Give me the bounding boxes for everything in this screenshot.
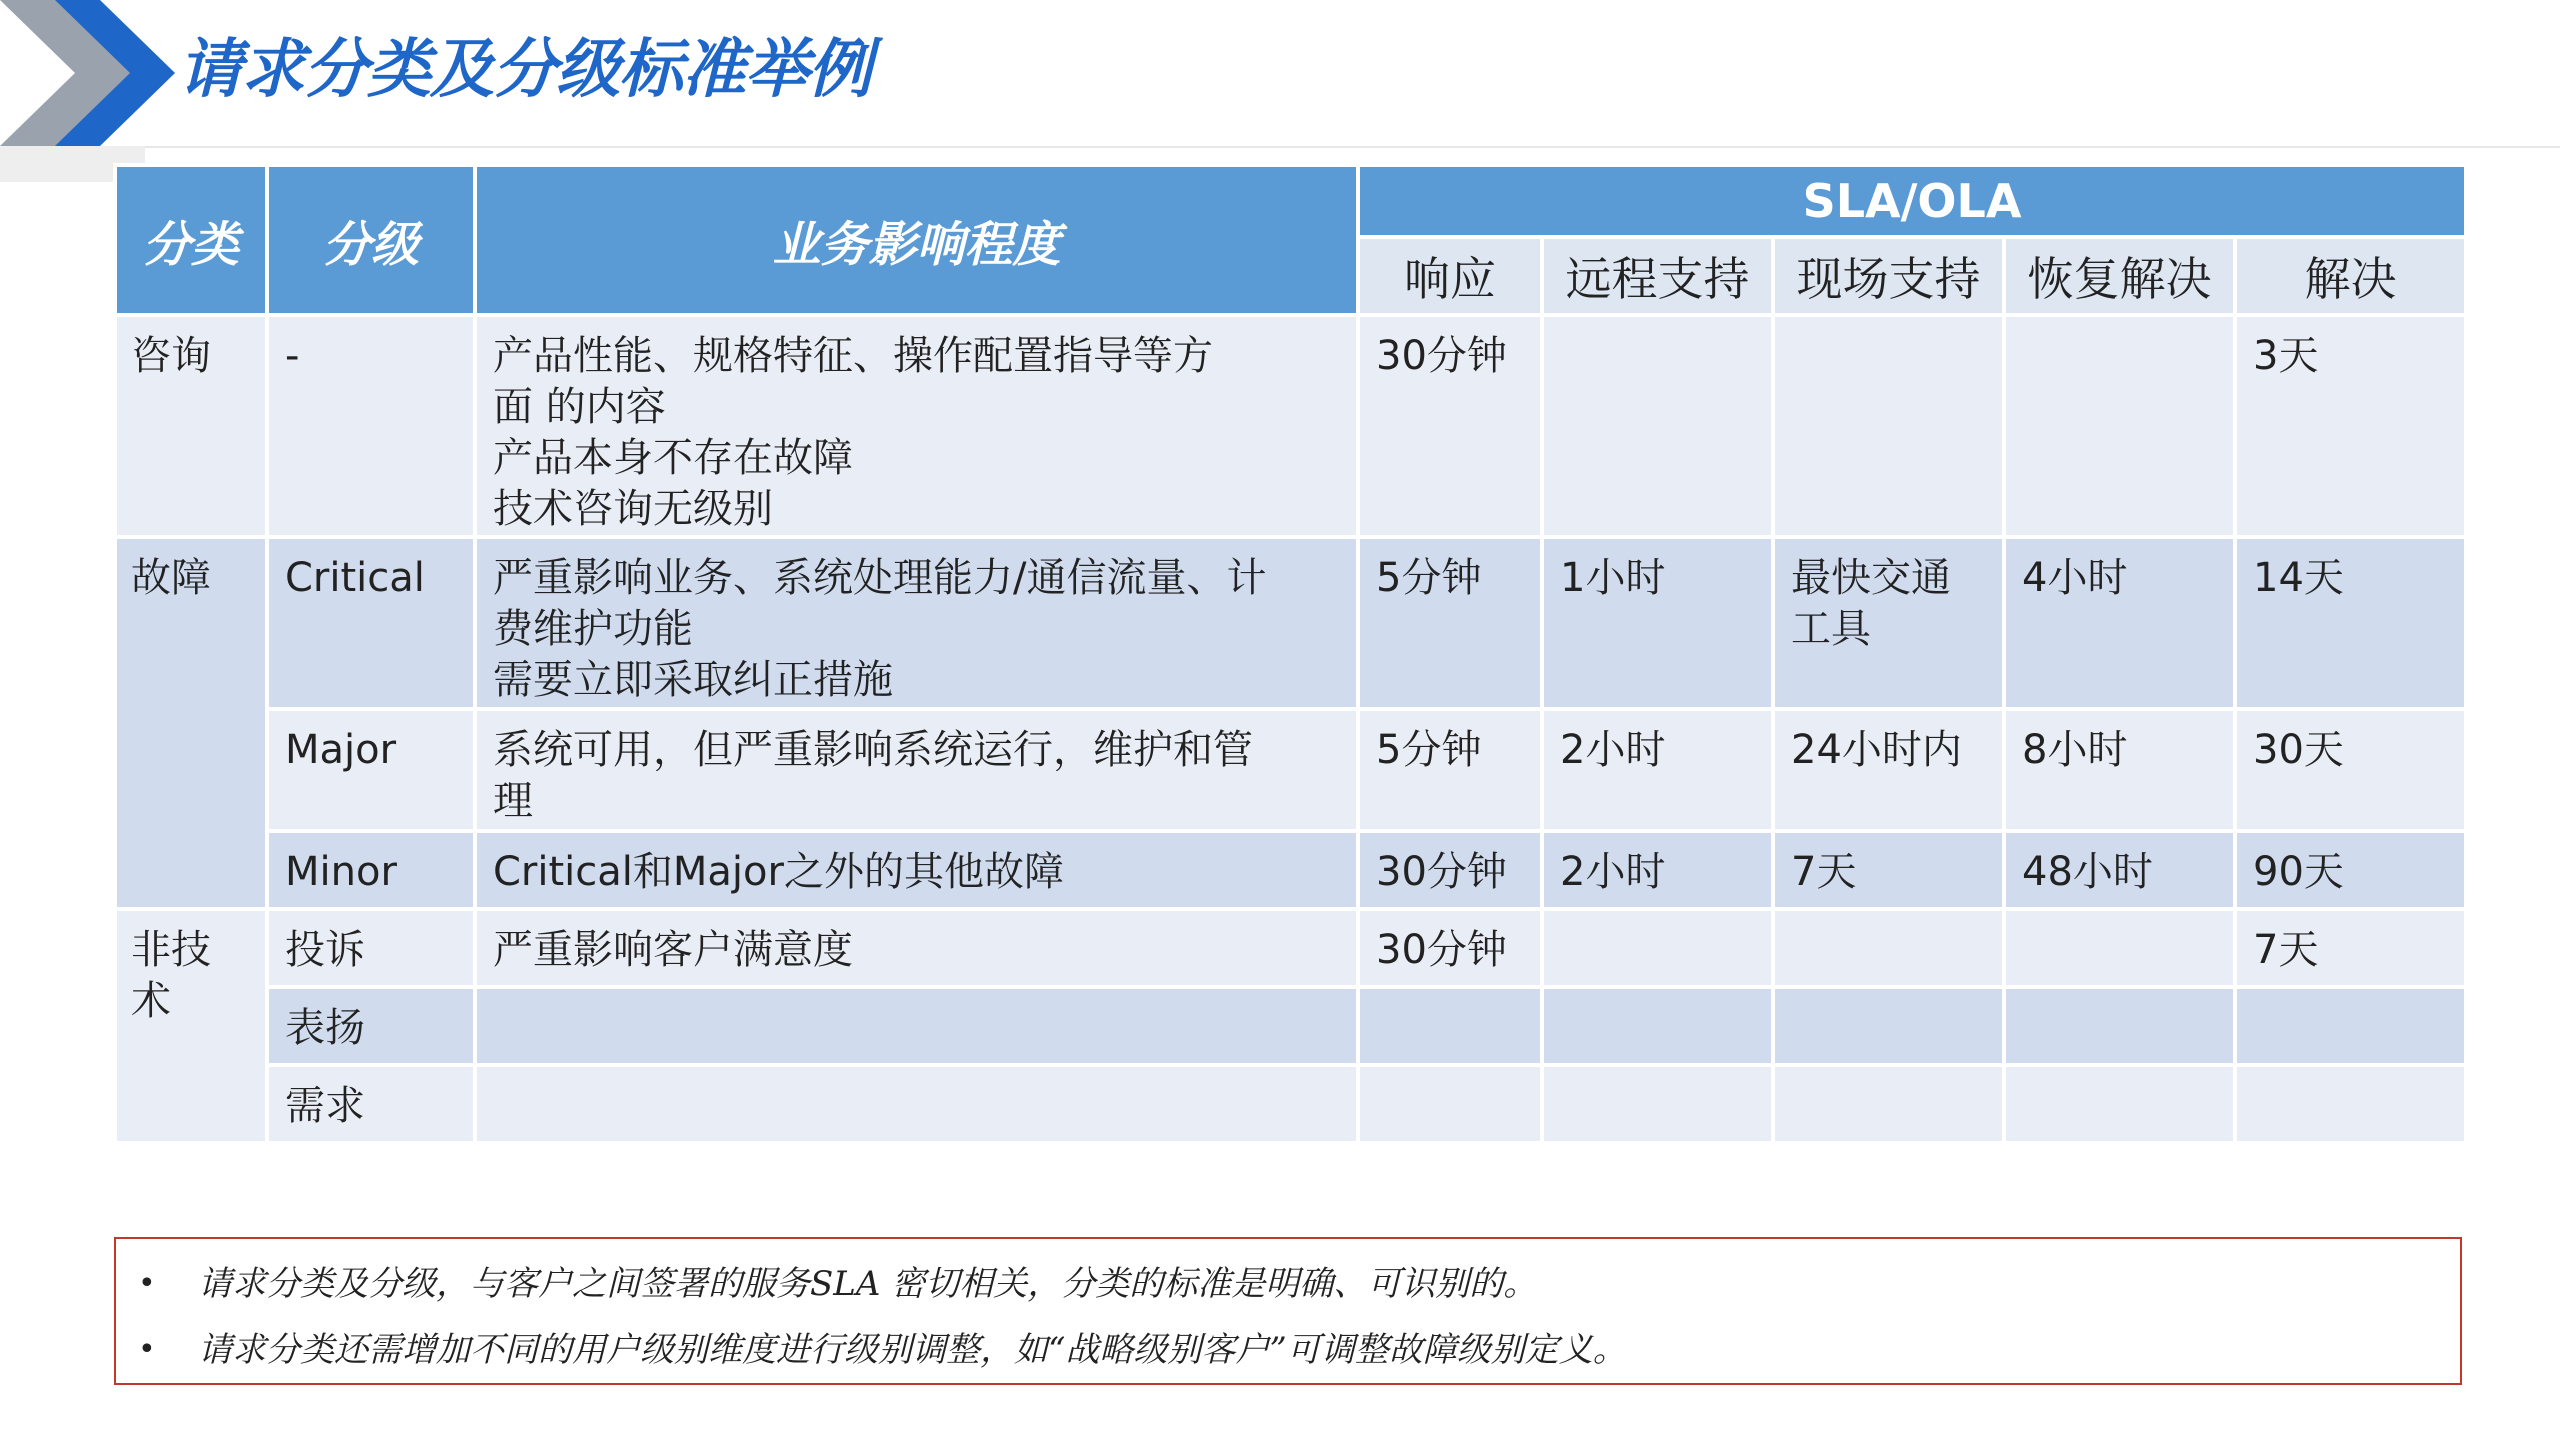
impact-line: Critical和Major之外的其他故障: [493, 849, 1064, 895]
level-cell: Major: [267, 709, 475, 831]
recovery-cell: 48小时: [2004, 831, 2235, 909]
impact-line: 理: [493, 778, 533, 824]
response-cell: 30分钟: [1358, 909, 1542, 987]
header-sla-ola: SLA/OLA: [1358, 165, 2466, 237]
impact-cell: [475, 831, 1358, 909]
table-row: [115, 709, 2466, 831]
onsite-support-cell: [1773, 909, 2004, 987]
remote-support-cell: [1542, 987, 1773, 1065]
resolution-cell: 90天: [2235, 831, 2466, 909]
bullet-icon: •: [138, 1266, 156, 1301]
header-response: 响应: [1358, 237, 1542, 315]
recovery-cell: [2004, 315, 2235, 537]
impact-cell: [475, 537, 1358, 709]
response-cell: 5分钟: [1358, 537, 1542, 709]
impact-cell: [475, 909, 1358, 987]
onsite-support-cell: [1773, 1065, 2004, 1143]
table-row: [115, 909, 2466, 987]
level-cell: 需求: [267, 1065, 475, 1143]
note-text: 请求分类还需增加不同的用户级别维度进行级别调整，如“战略级别客户”可调整故障级别定义。: [198, 1330, 1627, 1370]
note-text: 请求分类及分级，与客户之间签署的服务SLA 密切相关，分类的标准是明确、可识别的。: [198, 1264, 1538, 1304]
table-row: [115, 987, 2466, 1065]
table-row: [115, 831, 2466, 909]
header-category: 分类: [115, 165, 267, 315]
remote-support-cell: [1542, 909, 1773, 987]
resolution-cell: 3天: [2235, 315, 2466, 537]
response-cell: 5分钟: [1358, 709, 1542, 831]
category-cell: [115, 909, 267, 1143]
category-label: 故障: [131, 555, 211, 601]
impact-cell: [475, 709, 1358, 831]
remote-support-cell: 1小时: [1542, 537, 1773, 709]
header-impact: 业务影响程度: [475, 165, 1358, 315]
table-row: [115, 1065, 2466, 1143]
onsite-support-cell: 最快交通 工具: [1773, 537, 2004, 709]
header-level: 分级: [267, 165, 475, 315]
response-cell: [1358, 987, 1542, 1065]
recovery-cell: 8小时: [2004, 709, 2235, 831]
sla-table: [113, 163, 2468, 1145]
onsite-support-cell: [1773, 315, 2004, 537]
level-cell: -: [267, 315, 475, 537]
chevron-right-icon: [0, 0, 175, 146]
sla-table-body: [115, 315, 2466, 1143]
onsite-support-cell: [1773, 987, 2004, 1065]
impact-line: 需要立即采取纠正措施: [493, 657, 893, 703]
impact-cell: [475, 1065, 1358, 1143]
header-divider: [145, 146, 2560, 148]
response-cell: [1358, 1065, 1542, 1143]
response-cell: 30分钟: [1358, 831, 1542, 909]
recovery-cell: [2004, 987, 2235, 1065]
recovery-cell: [2004, 909, 2235, 987]
table-header-row: [115, 165, 2466, 237]
impact-line: 产品本身不存在故障: [493, 435, 853, 481]
resolution-cell: [2235, 1065, 2466, 1143]
resolution-cell: [2235, 987, 2466, 1065]
resolution-cell: 14天: [2235, 537, 2466, 709]
table-row: [115, 537, 2466, 709]
category-label: 咨询: [131, 333, 211, 379]
notes-box: [114, 1237, 2462, 1385]
header-remote-support: 远程支持: [1542, 237, 1773, 315]
impact-cell: [475, 987, 1358, 1065]
remote-support-cell: 2小时: [1542, 709, 1773, 831]
header-recovery: 恢复解决: [2004, 237, 2235, 315]
level-cell: 投诉: [267, 909, 475, 987]
impact-line: 费维护功能: [493, 606, 693, 652]
impact-line: 产品性能、规格特征、操作配置指导等方: [493, 333, 1213, 379]
page-title: 请求分类及分级标准举例: [178, 33, 871, 107]
level-cell: Critical: [267, 537, 475, 709]
sla-table-container: [113, 163, 2464, 1145]
recovery-cell: 4小时: [2004, 537, 2235, 709]
header-onsite-support: 现场支持: [1773, 237, 2004, 315]
impact-line: 严重影响业务、系统处理能力/通信流量、计: [493, 555, 1267, 601]
table-row: [115, 315, 2466, 537]
impact-line: 面 的内容: [493, 384, 666, 430]
category-label: 非技 术: [131, 927, 211, 1024]
onsite-support-cell: 24小时内: [1773, 709, 2004, 831]
impact-line: 严重影响客户满意度: [493, 927, 853, 973]
impact-line: 系统可用，但严重影响系统运行，维护和管: [493, 727, 1253, 773]
header-resolution: 解决: [2235, 237, 2466, 315]
remote-support-cell: [1542, 1065, 1773, 1143]
recovery-cell: [2004, 1065, 2235, 1143]
resolution-cell: 30天: [2235, 709, 2466, 831]
response-cell: 30分钟: [1358, 315, 1542, 537]
remote-support-cell: 2小时: [1542, 831, 1773, 909]
impact-cell: [475, 315, 1358, 537]
category-cell: [115, 537, 267, 909]
bullet-icon: •: [138, 1332, 156, 1367]
category-cell: [115, 315, 267, 537]
impact-line: 技术咨询无级别: [493, 486, 773, 532]
resolution-cell: 7天: [2235, 909, 2466, 987]
onsite-support-cell: 7天: [1773, 831, 2004, 909]
remote-support-cell: [1542, 315, 1773, 537]
level-cell: Minor: [267, 831, 475, 909]
level-cell: 表扬: [267, 987, 475, 1065]
